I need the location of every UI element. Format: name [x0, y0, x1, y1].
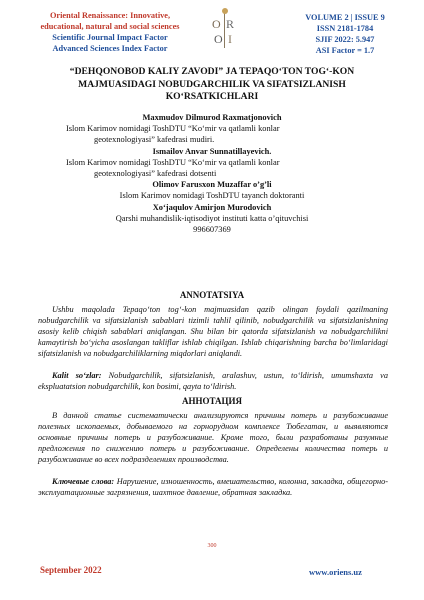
journal-name-line: Oriental Renaissance: Innovative, — [49, 11, 171, 20]
author-name: Olimov Farusxon Muzaffar o’g’li — [152, 180, 272, 190]
title-line: “DEHQONOBOD KALIY ZAVODI” JA TEPAQO‘TON TOG‘-KON — [69, 66, 355, 77]
issue-info-block — [300, 12, 390, 56]
author-name: Xo‘jaqulov Amirjon Murodovich — [152, 202, 272, 212]
keywords-ru — [38, 476, 388, 498]
keywords-ru-label: Ключевые слова: — [52, 477, 115, 486]
keywords-list: Nobudgarchilik, sifatsizlanish, aralashuv, ustun, to‘ldirish, umumshaxta va ekspluatatsion nobudgarchilik, kon bosimi, qayta to‘ldirish. — [38, 371, 388, 392]
annotatsiya-text: Ushbu maqolada Tepaqo‘ton tog‘-kon majmuasidan qazib olingan foydali qazilmaning nobudgarchilik va sifatsizlanish sabablari tizimli tahlil qilinib, nobudgarchilik va sifatsizlanishning asosiy kelib chiqish sabablari aniqlangan. Shu bilan bir qatorda sifatsizlanish va nobudgarchilikni kamaytirish bo‘yicha asoslangan takliflar ishlab chiqilgan. Ishlab chiqarishning barcha bo‘limlaridagi sifatsizlanish va nobudgarchiliklarning miqdorlari aniqlandi. — [38, 305, 388, 359]
volume-issue: VOLUME 2 | ISSUE 9 — [305, 13, 385, 22]
logo-letter: R — [226, 17, 235, 31]
keywords-label: Kalit so‘zlar: — [52, 371, 102, 380]
title-line: KO‘RSATKICHLARI — [165, 91, 259, 102]
logo-letter: I — [228, 32, 232, 46]
author-affiliation: geotexnologiyasi” kafedrasi mudiri. — [94, 135, 215, 145]
keywords-uz — [38, 370, 388, 392]
author-list — [28, 112, 396, 235]
title-line: MAJMUASIDAGI NOBUDGARCHILIK VA SIFATSIZLANISH — [78, 78, 346, 90]
logo-letter: O — [214, 32, 223, 46]
journal-name-block — [40, 10, 180, 54]
asi-factor: ASI Factor = 1.7 — [315, 46, 375, 55]
article-title — [30, 66, 394, 104]
issn: ISSN 2181-1784 — [316, 24, 374, 33]
author-name: Ismailov Anvar Sunnatillayevich. — [152, 146, 272, 156]
annotatsiya-ru-text: В данной статье систематически анализируются причины потерь и разубоживание полезных ископаемых, добываемого на горнорудном комплексе Тюбегатан, и выявляются основные причины потерь и разубоживание. Кроме того, были разработаны разумные предложения по снижению потерь и разубоживание. Определены количества потерь и разубоживание во всех подразделениях производства. — [38, 411, 388, 465]
annotatsiya-heading: ANNOTATSIYA — [179, 290, 245, 300]
index-factor-line: Advanced Sciences Index Factor — [52, 44, 168, 53]
author-affiliation: Islom Karimov nomidagi ToshDTU tayanch doktoranti — [119, 191, 305, 201]
keywords-ru-list: Нарушение, изношенность, вмешательство, колонна, закладка, общегорно-эксплуатационные загрязнения, шахтное давление, обратная закладка. — [38, 477, 388, 498]
logo-letter: O — [212, 17, 221, 31]
impact-factor-line: Scientific Journal Impact Factor — [52, 33, 168, 42]
author-phone: 996607369 — [193, 225, 231, 235]
footer-website: www.oriens.uz — [309, 567, 362, 577]
author-affiliation: Islom Karimov nomidagi ToshDTU “Ko‘mir va qatlamli konlar — [66, 124, 280, 134]
author-affiliation: Islom Karimov nomidagi ToshDTU “Ko‘mir va qatlamli konlar — [66, 157, 280, 167]
annotatsiya-ru-heading: АННОТАЦИЯ — [181, 396, 243, 406]
footer-date: September 2022 — [40, 565, 102, 575]
journal-logo — [212, 8, 238, 50]
author-name: Maxmudov Dilmurod Raxmatjonovich — [142, 113, 282, 122]
author-affiliation: geotexnologiyasi” kafedrasi dotsenti — [94, 169, 217, 179]
sjif: SJIF 2022: 5.947 — [315, 35, 375, 44]
page-number: 300 — [207, 543, 217, 549]
journal-name-line: educational, natural and social sciences — [40, 22, 180, 31]
author-affiliation: Qarshi muhandislik-iqtisodiyot instituti katta o’qituvchisi — [115, 213, 309, 223]
